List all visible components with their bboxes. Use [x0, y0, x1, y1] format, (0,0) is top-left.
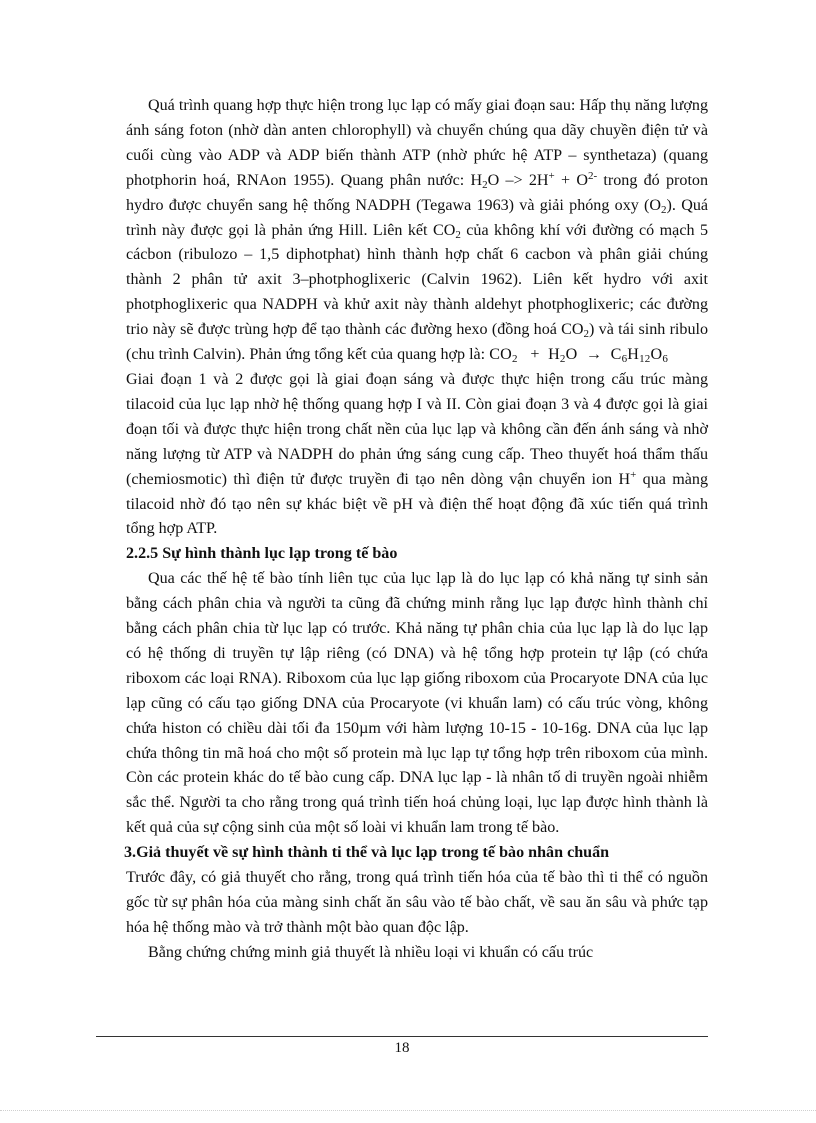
text-run: + O	[554, 171, 588, 189]
text-run: Quá trình quang hợp thực hiện trong lục lạp có mấy giai đoạn sau: Hấp thụ năng lượng ánh sáng foton (nhờ dàn anten chlorophyll) và chuyển chúng qua dãy chuyền điện tử và cuối cùng vào ADP và ADP biến thành ATP (nhờ phức hệ ATP – synthetaza) (quang photphorin hoá, RNAon 1955). Quang phân nước:	[126, 97, 708, 189]
page-body	[126, 94, 708, 966]
text-run: qua màng tilacoid nhờ đó tạo nên sự khác biệt về pH và điện thế hoạt động đã xúc tiến quá trình tổng hợp ATP.	[126, 470, 708, 538]
section-heading-3: 3.Giả thuyết về sự hình thành ti thể và lục lạp trong tế bào nhân chuẩn	[124, 844, 610, 862]
text-run: trong đó proton hydro được chuyển sang hệ thống NADPH (Tegawa 1963) và giải phóng oxy (O	[126, 171, 709, 214]
subscript: 2	[583, 328, 590, 341]
subscript: 2	[455, 228, 461, 241]
formula-c: C	[610, 346, 622, 364]
photosynthesis-equation	[489, 346, 669, 366]
subscript: 6	[662, 353, 669, 366]
superscript: +	[548, 169, 555, 182]
footer-rule	[96, 1036, 708, 1037]
arrow-icon: →	[585, 346, 603, 364]
superscript: +	[630, 468, 637, 481]
formula-o: O	[565, 346, 578, 364]
text-run: ). Quá trình này được gọi là phản ứng Hill. Liên kết CO	[126, 196, 709, 239]
section-heading-2-2-5: 2.2.5 Sự hình thành lục lạp trong tế bào	[126, 545, 398, 563]
superscript: 2-	[587, 169, 598, 182]
subscript: 2	[511, 353, 518, 366]
page-edge-divider	[0, 1110, 816, 1111]
subscript: 2	[482, 178, 488, 191]
subscript: 2	[559, 353, 566, 366]
formula-h: H	[627, 346, 640, 364]
paragraph-hypothesis: Trước đây, có giả thuyết cho rằng, trong quá trình tiến hóa của tế bào thì ti thể có nguồn gốc từ sự phân hóa của màng sinh chất ăn sâu vào tế bào chất, về sau ăn sâu và phức tạp hóa hệ thống mào và trở thành một bào quan độc lập.	[126, 869, 708, 936]
paragraph-light-dark-phases	[126, 368, 708, 542]
paragraph-photosynthesis-stages	[126, 94, 708, 368]
formula-plus: +	[530, 346, 540, 364]
paragraph-evidence: Bằng chứng chứng minh giả thuyết là nhiều loại vi khuẩn có cấu trúc	[148, 943, 594, 961]
text-run: ) và tái sinh ribulo (chu trình Calvin). Phản ứng tổng kết của quang hợp là:	[126, 321, 709, 364]
formula-co: CO	[489, 346, 512, 364]
text-run: O –> 2H	[487, 171, 549, 189]
subscript: 6	[621, 353, 628, 366]
text-run: Giai đoạn 1 và 2 được gọi là giai đoạn sáng và được thực hiện trong cấu trúc màng tilacoid của lục lạp nhờ hệ thống quang hợp I và II. Còn giai đoạn 3 và 4 được gọi là giai đoạn tối và được thực hiện trong chất nền của lục lạp và không cần đến ánh sáng và nhờ năng lượng từ ATP và NADPH do phản ứng sáng cung cấp. Theo thuyết hoá thẩm thấu (chemiosmotic) thì điện tử được truyền đi tạo nên dòng vận chuyển ion H	[126, 370, 708, 488]
paragraph-chloroplast-formation: Qua các thế hệ tế bào tính liên tục của lục lạp là do lục lạp có khả năng tự sinh sản bằng cách phân chia và người ta cũng đã chứng minh rằng lục lạp được hình thành chỉ bằng cách phân chia từ lục lạp có trước. Khả năng tự phân chia của lục lạp là do lục lạp có hệ thống di truyền tự lập riêng (có DNA) và hệ tổng hợp protein tự lập (có chứa riboxom các loại RNA). Riboxom của lục lạp giống riboxom của Procaryote DNA của lục lạp cũng có cấu tạo giống DNA của Procaryote (vi khuẩn lam) có cấu trúc vòng, không chứa histon có chiều dài tối đa 150µm với hàm lượng 10-15 - 10-16g. DNA của lục lạp chứa thông tin mã hoá cho một số protein mà lục lạp tự tổng hợp trên riboxom của mình. Còn các protein khác do tế bào cung cấp. DNA lục lạp - là nhân tố di truyền ngoài nhiễm sắc thể. Người ta cho rằng trong quá trình tiến hoá chủng loại, lục lạp được hình thành là kết quả của sự cộng sinh của một số loài vi khuẩn lam trong tế bào.	[126, 570, 708, 837]
subscript: 12	[639, 353, 651, 366]
subscript: 2	[661, 203, 667, 216]
text-run: H	[470, 171, 483, 189]
formula-h: H	[548, 346, 560, 364]
formula-o: O	[650, 346, 663, 364]
text-run: của không khí với đường có mạch 5 cácbon (ribulozo – 1,5 diphotphat) hình thành hợp chất 6 cacbon và phân giải chúng thành 2 phân tử axit 3–photphoglixeric (Calvin 1962). Liên kết hydro với axit photphoglixeric qua NADPH và khử axit này thành aldehyt photphoglixeric; các đường trio này sẽ được trùng hợp để tạo thành các đường hexo (đồng hoá CO	[126, 221, 709, 339]
page-number: 18	[394, 1040, 410, 1056]
